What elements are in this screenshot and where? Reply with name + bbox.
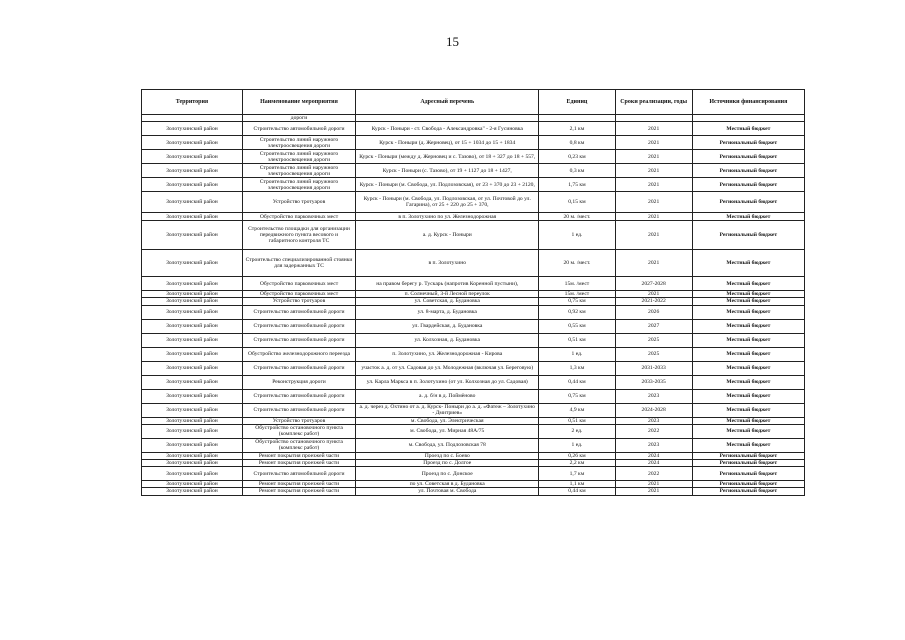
table-row — [142, 305, 805, 319]
units-cell: 1,1 км — [539, 481, 615, 488]
years-cell: 2033-2035 — [615, 375, 692, 389]
table-row — [142, 277, 805, 291]
funding-cell: Местный бюджет — [692, 347, 804, 361]
funding-cell: Региональный бюджет — [692, 467, 804, 481]
measure-cell: Строительство автомобильной дороги — [242, 361, 355, 375]
continuation-cell-empty — [142, 115, 243, 122]
years-cell: 2021 — [615, 250, 692, 277]
measure-cell: Обустройство парковочных мест — [242, 291, 355, 298]
measure-cell: Обустройство парковочных мест — [242, 277, 355, 291]
territory-cell: Золотухинский район — [142, 375, 243, 389]
measure-cell: Строительство автомобильной дороги — [242, 403, 355, 417]
table-row — [142, 291, 805, 298]
funding-cell: Местный бюджет — [692, 361, 804, 375]
units-cell: 20 м. /мест. — [539, 250, 615, 277]
units-cell: 0,75 км — [539, 389, 615, 403]
years-cell: 2021 — [615, 192, 692, 213]
units-cell: 20 м. /мест. — [539, 213, 615, 221]
table-row — [142, 424, 805, 438]
address-cell: м. Свобода, ул. Электрическая — [356, 417, 539, 424]
territory-cell: Золотухинский район — [142, 389, 243, 403]
funding-cell: Местный бюджет — [692, 403, 804, 417]
units-cell: 2,1 км — [539, 122, 615, 136]
table-row — [142, 319, 805, 333]
units-cell: 1,7 км — [539, 467, 615, 481]
years-cell: 2031-2033 — [615, 361, 692, 375]
units-cell: 4,9 км — [539, 403, 615, 417]
measure-cell: Строительство площадки для организации передвижного пункта весового и габаритного контроля ТС — [242, 221, 355, 250]
table-row — [142, 488, 805, 495]
table-row — [142, 150, 805, 164]
address-cell: Курск - Поныри (с. Тазово), от 19 + 1127 до 18 + 1427, — [356, 164, 539, 178]
territory-cell: Золотухинский район — [142, 481, 243, 488]
measure-cell: Строительство автомобильной дороги — [242, 467, 355, 481]
years-cell: 2024-2028 — [615, 403, 692, 417]
years-cell: 2025 — [615, 333, 692, 347]
header-address: Адресный перечень — [356, 90, 539, 115]
measure-cell: Строительство автомобильной дороги — [242, 333, 355, 347]
table-row — [142, 375, 805, 389]
table-row — [142, 213, 805, 221]
units-cell: 0,44 км — [539, 375, 615, 389]
units-cell: 15м. /мест — [539, 277, 615, 291]
units-cell: 2,2 км — [539, 460, 615, 467]
units-cell: 0,23 км — [539, 150, 615, 164]
address-cell: п. Золотухино, ул. Железнодорожная - Кирова — [356, 347, 539, 361]
address-cell: ул. Почтовая м. Свобода — [356, 488, 539, 495]
table-row — [142, 250, 805, 277]
funding-cell: Региональный бюджет — [692, 221, 804, 250]
units-cell: 15м. /мест — [539, 291, 615, 298]
territory-cell: Золотухинский район — [142, 213, 243, 221]
funding-cell: Местный бюджет — [692, 333, 804, 347]
table-row — [142, 481, 805, 488]
territory-cell: Золотухинский район — [142, 403, 243, 417]
measure-cell: Обустройство остановочного пункта (комплекс работ) — [242, 438, 355, 452]
measure-cell: Строительство линий наружного электроосвещения дороги — [242, 164, 355, 178]
measure-cell: Обустройство парковочных мест — [242, 213, 355, 221]
funding-cell: Местный бюджет — [692, 250, 804, 277]
funding-cell: Региональный бюджет — [692, 178, 804, 192]
territory-cell: Золотухинский район — [142, 438, 243, 452]
territory-cell: Золотухинский район — [142, 192, 243, 213]
header-territory: Территория — [142, 90, 243, 115]
address-cell: ул. 8-марта, д. Будановка — [356, 305, 539, 319]
territory-cell: Золотухинский район — [142, 178, 243, 192]
measure-cell: Строительство автомобильной дороги — [242, 319, 355, 333]
units-cell: 2 ед. — [539, 424, 615, 438]
units-cell: 0,92 км — [539, 305, 615, 319]
table-row — [142, 122, 805, 136]
territory-cell: Золотухинский район — [142, 424, 243, 438]
address-cell: а. д. через д. Охтино от а. д. Курск- Поныри до а. д. «Фатеж – Золотухино - Дмитриев» — [356, 403, 539, 417]
table-row — [142, 221, 805, 250]
table-row — [142, 467, 805, 481]
units-cell: 0,51 км — [539, 417, 615, 424]
address-cell: Курск - Поныри (м. Свобода, ул. Подлозовская), от 23 + 370 до 23 + 2120, — [356, 178, 539, 192]
measure-cell: Устройство тротуаров — [242, 298, 355, 305]
address-cell: участок а. д. от ул. Садовая до ул. Молодежная (включая ул. Береговую) — [356, 361, 539, 375]
header-funding: Источники финансирования — [692, 90, 804, 115]
territory-cell: Золотухинский район — [142, 164, 243, 178]
measure-cell: Строительство автомобильной дороги — [242, 122, 355, 136]
table-row — [142, 460, 805, 467]
table-row — [142, 389, 805, 403]
funding-cell: Местный бюджет — [692, 305, 804, 319]
territory-cell: Золотухинский район — [142, 305, 243, 319]
years-cell: 2021 — [615, 178, 692, 192]
funding-cell: Местный бюджет — [692, 319, 804, 333]
table-row — [142, 361, 805, 375]
units-cell: 1 ед. — [539, 347, 615, 361]
funding-cell: Местный бюджет — [692, 375, 804, 389]
address-cell: на правом берегу р. Тускарь (напротив Коренной пустыни), — [356, 277, 539, 291]
funding-cell: Региональный бюджет — [692, 488, 804, 495]
territory-cell: Золотухинский район — [142, 347, 243, 361]
table-row — [142, 298, 805, 305]
page-number: 15 — [446, 34, 459, 49]
address-cell: а. д. б/н в д. Поймёново — [356, 389, 539, 403]
measure-cell: Строительство линий наружного электроосвещения дороги — [242, 136, 355, 150]
table-header-row — [142, 90, 805, 115]
measures-table — [141, 89, 805, 496]
years-cell: 2024 — [615, 452, 692, 459]
territory-cell: Золотухинский район — [142, 361, 243, 375]
table-row — [142, 178, 805, 192]
measure-cell: Ремонт покрытия проезжей части — [242, 481, 355, 488]
address-cell: ул. Советская, д. Будановка — [356, 298, 539, 305]
address-cell: п. Солнечный, 3-й Лесной переулок — [356, 291, 539, 298]
years-cell: 2025 — [615, 347, 692, 361]
years-cell: 2026 — [615, 305, 692, 319]
measure-cell: Ремонт покрытия проезжей части — [242, 460, 355, 467]
measure-cell: Ремонт покрытия проезжей части — [242, 452, 355, 459]
territory-cell: Золотухинский район — [142, 467, 243, 481]
continuation-row — [142, 115, 805, 122]
address-cell: Курск - Поныри (м. Свобода, ул. Подлозовская, от ул. Почтовой до ул. Гагарина), от 25 + 220 до 25 + 370, — [356, 192, 539, 213]
measure-cell: Обустройство остановочного пункта (комплекс работ) — [242, 424, 355, 438]
continuation-cell-empty — [692, 115, 804, 122]
years-cell: 2021 — [615, 291, 692, 298]
years-cell: 2027-2028 — [615, 277, 692, 291]
continuation-cell-empty — [539, 115, 615, 122]
territory-cell: Золотухинский район — [142, 136, 243, 150]
units-cell: 0,75 км — [539, 298, 615, 305]
table-row — [142, 403, 805, 417]
funding-cell: Местный бюджет — [692, 438, 804, 452]
years-cell: 2021 — [615, 221, 692, 250]
years-cell: 2021 — [615, 481, 692, 488]
address-cell: Курск - Поныри - ст. Свобода - Александровка" - 2-я Гусиновка — [356, 122, 539, 136]
measure-cell: Устройство тротуаров — [242, 192, 355, 213]
address-cell: в п. Золотухино по ул. Железнодорожная — [356, 213, 539, 221]
funding-cell: Местный бюджет — [692, 389, 804, 403]
territory-cell: Золотухинский район — [142, 298, 243, 305]
years-cell: 2021 — [615, 150, 692, 164]
address-cell: Проезд по с. Донское — [356, 467, 539, 481]
measure-cell: Строительство линий наружного электроосвещения дороги — [242, 150, 355, 164]
table-row — [142, 164, 805, 178]
table-row — [142, 192, 805, 213]
territory-cell: Золотухинский район — [142, 333, 243, 347]
header-measure: Наименование мероприятия — [242, 90, 355, 115]
continuation-cell-empty — [615, 115, 692, 122]
years-cell: 2021 — [615, 213, 692, 221]
years-cell: 2021 — [615, 488, 692, 495]
continuation-cell-empty — [356, 115, 539, 122]
units-cell: 0,55 км — [539, 319, 615, 333]
years-cell: 2022 — [615, 424, 692, 438]
address-cell: Проезд по с. Долгое — [356, 460, 539, 467]
territory-cell: Золотухинский район — [142, 250, 243, 277]
measure-cell: Обустройство железнодорожного переезда — [242, 347, 355, 361]
years-cell: 2024 — [615, 460, 692, 467]
years-cell: 2021 — [615, 164, 692, 178]
measure-cell: Строительство специализированной стоянки для задержанных ТС — [242, 250, 355, 277]
measure-cell: Реконструкция дороги — [242, 375, 355, 389]
units-cell: 1,75 км — [539, 178, 615, 192]
funding-cell: Местный бюджет — [692, 417, 804, 424]
header-years: Сроки реализации, годы — [615, 90, 692, 115]
funding-cell: Региональный бюджет — [692, 164, 804, 178]
address-cell: м. Свобода, ул. Мирная 48А/75 — [356, 424, 539, 438]
measure-cell: Устройство тротуаров — [242, 417, 355, 424]
table-row — [142, 333, 805, 347]
territory-cell: Золотухинский район — [142, 452, 243, 459]
territory-cell: Золотухинский район — [142, 221, 243, 250]
funding-cell: Местный бюджет — [692, 298, 804, 305]
funding-cell: Местный бюджет — [692, 122, 804, 136]
funding-cell: Региональный бюджет — [692, 481, 804, 488]
measure-cell: Строительство линий наружного электроосвещения дороги — [242, 178, 355, 192]
units-cell: 0,15 км — [539, 192, 615, 213]
funding-cell: Региональный бюджет — [692, 460, 804, 467]
units-cell: 0,51 км — [539, 333, 615, 347]
address-cell: ул. Карла Маркса в п. Золотухино (от ул. Колхозная до ул. Садовая) — [356, 375, 539, 389]
years-cell: 2021-2022 — [615, 298, 692, 305]
territory-cell: Золотухинский район — [142, 319, 243, 333]
address-cell: м. Свобода, ул. Подлозовская 78 — [356, 438, 539, 452]
years-cell: 2021 — [615, 122, 692, 136]
years-cell: 2023 — [615, 438, 692, 452]
territory-cell: Золотухинский район — [142, 460, 243, 467]
years-cell: 2022 — [615, 467, 692, 481]
units-cell: 1 ед. — [539, 438, 615, 452]
territory-cell: Золотухинский район — [142, 122, 243, 136]
continuation-cell: дороги — [242, 115, 355, 122]
units-cell: 0,3 км — [539, 164, 615, 178]
address-cell: в п. Золотухино — [356, 250, 539, 277]
territory-cell: Золотухинский район — [142, 277, 243, 291]
header-units: Единиц — [539, 90, 615, 115]
measure-cell: Ремонт покрытия проезжей части — [242, 488, 355, 495]
territory-cell: Золотухинский район — [142, 150, 243, 164]
units-cell: 0,8 км — [539, 136, 615, 150]
measure-cell: Строительство автомобильной дороги — [242, 305, 355, 319]
territory-cell: Золотухинский район — [142, 488, 243, 495]
address-cell: ул. Гвардейская, д. Будановка — [356, 319, 539, 333]
funding-cell: Местный бюджет — [692, 277, 804, 291]
funding-cell: Региональный бюджет — [692, 192, 804, 213]
territory-cell: Золотухинский район — [142, 417, 243, 424]
years-cell: 2027 — [615, 319, 692, 333]
years-cell: 2023 — [615, 389, 692, 403]
funding-cell: Региональный бюджет — [692, 452, 804, 459]
table-row — [142, 136, 805, 150]
units-cell: 0,26 км — [539, 452, 615, 459]
table-row — [142, 452, 805, 459]
address-cell: а. д. Курск - Поныри — [356, 221, 539, 250]
funding-cell: Местный бюджет — [692, 424, 804, 438]
funding-cell: Местный бюджет — [692, 213, 804, 221]
measure-cell: Строительство автомобильной дороги — [242, 389, 355, 403]
funding-cell: Местный бюджет — [692, 291, 804, 298]
address-cell: по ул. Советская в д. Будановка — [356, 481, 539, 488]
units-cell: 1 ед. — [539, 221, 615, 250]
units-cell: 0,44 км — [539, 488, 615, 495]
table-row — [142, 438, 805, 452]
funding-cell: Региональный бюджет — [692, 136, 804, 150]
address-cell: Курск - Поныри (д. Жерновец), от 15 + 1034 до 15 + 1834 — [356, 136, 539, 150]
territory-cell: Золотухинский район — [142, 291, 243, 298]
years-cell: 2021 — [615, 136, 692, 150]
table-row — [142, 417, 805, 424]
address-cell: Курск - Поныри (между д. Жерновец и с. Тазово), от 18 + 327 до 18 + 557, — [356, 150, 539, 164]
address-cell: ул. Колхозная, д. Будановка — [356, 333, 539, 347]
funding-cell: Региональный бюджет — [692, 150, 804, 164]
years-cell: 2023 — [615, 417, 692, 424]
units-cell: 1,3 км — [539, 361, 615, 375]
table-row — [142, 347, 805, 361]
address-cell: Проезд по с. Боево — [356, 452, 539, 459]
